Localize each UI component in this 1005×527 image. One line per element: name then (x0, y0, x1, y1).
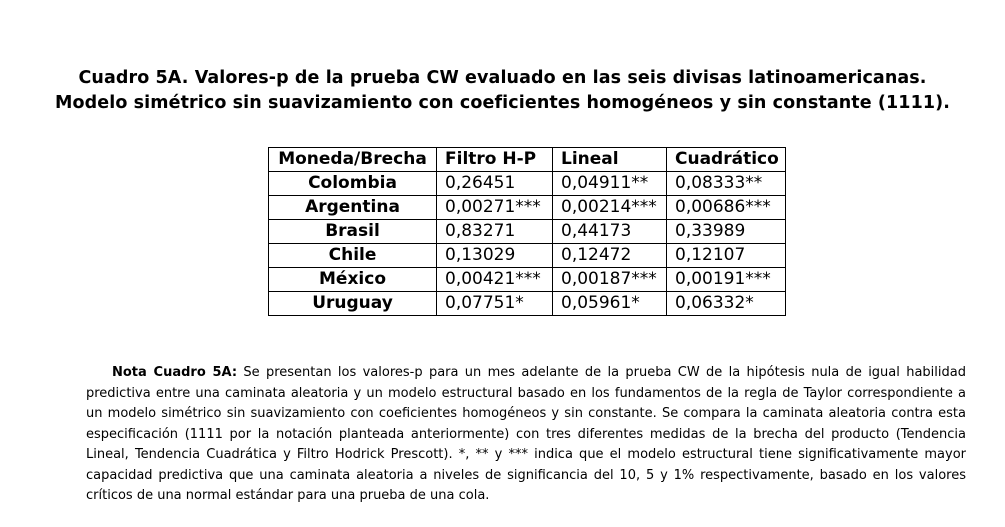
table-row (269, 268, 786, 292)
note-label: Nota Cuadro 5A: (112, 365, 238, 380)
row-country: México (269, 268, 437, 292)
cell-cuadratico: 0,33989 (667, 220, 786, 244)
header-filtro-hp: Filtro H-P (437, 148, 553, 172)
table-title-line-1: Cuadro 5A. Valores-p de la prueba CW evaluado en las seis divisas latinoamericanas. (78, 68, 927, 88)
cell-filtro-hp: 0,07751* (437, 292, 553, 316)
row-country: Argentina (269, 196, 437, 220)
table-row (269, 196, 786, 220)
table-note (86, 363, 966, 507)
note-text: Se presentan los valores-p para un mes adelante de la prueba CW de la hipótesis nula de igual habilidad predictiva entre una caminata aleatoria y un modelo estructural basado en los fundamentos de la regla de Taylor correspondiente a un modelo simétrico sin suavizamiento con coeficientes homogéneos y sin constante. Se compara la caminata aleatoria contra esta especificación (1111 por la notación planteada anteriormente) con tres diferentes medidas de la brecha del producto (Tendencia Lineal, Tendencia Cuadrática y Filtro Hodrick Prescott). *, ** y *** indica que el modelo estructural tiene significativamente mayor capacidad predictiva que una caminata aleatoria a niveles de significancia del 10, 5 y 1% respectivamente, basado en los valores críticos de una normal estándar para una prueba de una cola. (86, 365, 966, 503)
cell-lineal: 0,04911** (553, 172, 667, 196)
results-table (268, 147, 786, 316)
table-title-line-2: Modelo simétrico sin suavizamiento con coeficientes homogéneos y sin constante (1111). (55, 93, 950, 113)
cell-lineal: 0,05961* (553, 292, 667, 316)
table-header-row (269, 148, 786, 172)
cell-filtro-hp: 0,00421*** (437, 268, 553, 292)
cell-lineal: 0,44173 (553, 220, 667, 244)
header-cuadratico: Cuadrático (667, 148, 786, 172)
cell-cuadratico: 0,00191*** (667, 268, 786, 292)
table-row (269, 172, 786, 196)
table-row (269, 292, 786, 316)
row-country: Uruguay (269, 292, 437, 316)
cell-cuadratico: 0,08333** (667, 172, 786, 196)
cell-cuadratico: 0,00686*** (667, 196, 786, 220)
table-row (269, 244, 786, 268)
row-country: Brasil (269, 220, 437, 244)
cell-filtro-hp: 0,83271 (437, 220, 553, 244)
cell-filtro-hp: 0,00271*** (437, 196, 553, 220)
header-lineal: Lineal (553, 148, 667, 172)
cell-filtro-hp: 0,13029 (437, 244, 553, 268)
cell-lineal: 0,12472 (553, 244, 667, 268)
table-row (269, 220, 786, 244)
cell-cuadratico: 0,12107 (667, 244, 786, 268)
row-country: Colombia (269, 172, 437, 196)
cell-filtro-hp: 0,26451 (437, 172, 553, 196)
cell-lineal: 0,00214*** (553, 196, 667, 220)
row-country: Chile (269, 244, 437, 268)
cell-lineal: 0,00187*** (553, 268, 667, 292)
cell-cuadratico: 0,06332* (667, 292, 786, 316)
header-moneda-brecha: Moneda/Brecha (269, 148, 437, 172)
